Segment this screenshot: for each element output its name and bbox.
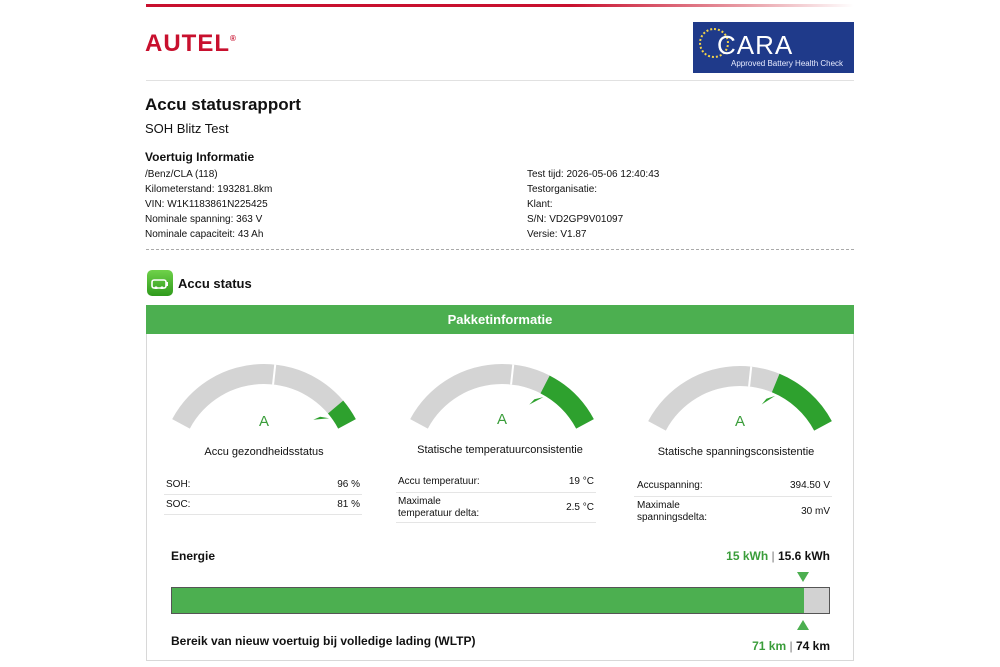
soc-value: 81 % xyxy=(337,499,360,510)
version: Versie: V1.87 xyxy=(527,229,587,240)
report-subtitle: SOH Blitz Test xyxy=(145,121,229,136)
vehicle-info-left xyxy=(145,167,272,242)
health-gauge xyxy=(160,350,370,430)
health-grade: A xyxy=(258,413,270,430)
row-divider xyxy=(396,492,596,493)
battery-status-title: Accu status xyxy=(178,276,252,291)
energy-total: 15.6 kWh xyxy=(777,549,830,563)
vehicle-info-right xyxy=(527,167,659,242)
range-value xyxy=(700,639,830,653)
voltage-delta-value: 30 mV xyxy=(801,506,830,517)
voltage-grade: A xyxy=(734,413,746,430)
serial-number: S/N: VD2GP9V01097 xyxy=(527,214,624,225)
battery-temperature-row xyxy=(398,476,594,490)
gauge-pointer-icon xyxy=(762,396,775,405)
gauge-pointer-icon xyxy=(313,417,329,420)
brand-text: AUTEL xyxy=(145,30,230,57)
soh-row xyxy=(166,479,360,493)
report-title: Accu statusrapport xyxy=(145,95,301,114)
temperature-delta-label: Maximale temperatuur delta: xyxy=(398,496,480,519)
nominal-voltage: Nominale spanning: 363 V xyxy=(145,214,263,225)
battery-voltage-value: 394.50 V xyxy=(789,480,830,491)
temperature-delta-row xyxy=(398,496,594,522)
range-current: 71 km xyxy=(752,639,787,653)
battery-status-icon xyxy=(147,270,173,296)
test-time: Test tijd: 2026-05-06 12:40:43 xyxy=(527,169,660,180)
voltage-delta-row xyxy=(637,500,830,526)
row-divider xyxy=(164,514,362,515)
energy-marker-icon xyxy=(797,572,809,582)
battery-temperature-label: Accu temperatuur: xyxy=(398,476,480,487)
battery-temperature-value: 19 °C xyxy=(568,476,594,487)
row-divider xyxy=(164,494,362,495)
temperature-grade: A xyxy=(496,411,508,428)
energy-separator: | xyxy=(771,549,775,563)
soc-row xyxy=(166,499,360,513)
voltage-gauge-name: Statische spanningsconsistentie xyxy=(657,446,815,458)
vehicle-model: /Benz/CLA (118) xyxy=(145,169,218,180)
temperature-delta-value: 2.5 °C xyxy=(566,502,594,513)
vehicle-info-heading: Voertuig Informatie xyxy=(145,150,255,164)
vin: VIN: W1K1183861N225425 xyxy=(145,199,268,210)
voltage-gauge xyxy=(636,352,846,432)
header-divider xyxy=(146,80,854,81)
customer: Klant: xyxy=(527,199,553,210)
energy-current: 15 kWh xyxy=(726,549,769,563)
energy-label: Energie xyxy=(171,549,216,563)
soc-label: SOC: xyxy=(166,499,191,510)
test-organisation: Testorganisatie: xyxy=(527,184,598,195)
brand-registered-mark: ® xyxy=(230,34,237,43)
health-gauge-name: Accu gezondheidsstatus xyxy=(204,446,324,458)
battery-voltage-label: Accuspanning: xyxy=(637,480,703,491)
gauge-pointer-icon xyxy=(529,397,543,404)
energy-bar-fill xyxy=(172,588,804,613)
row-divider xyxy=(634,496,832,497)
section-divider xyxy=(146,249,854,250)
range-label: Bereik van nieuw voertuig bij volledige lading (WLTP) xyxy=(171,634,476,648)
nominal-capacity: Nominale capaciteit: 43 Ah xyxy=(145,229,264,240)
soh-label: SOH: xyxy=(166,479,191,490)
gauge-arc-fill xyxy=(772,374,832,431)
temperature-gauge xyxy=(398,350,608,430)
voltage-delta-label: Maximale spanningsdelta: xyxy=(637,500,708,523)
soh-value: 96 % xyxy=(337,479,360,490)
header-accent-line xyxy=(146,4,854,7)
cara-name: CARA xyxy=(717,30,794,60)
range-total: 74 km xyxy=(795,639,830,653)
cara-tagline: Approved Battery Health Check xyxy=(731,59,844,68)
autel-logo xyxy=(145,30,237,58)
mileage: Kilometerstand: 193281.8km xyxy=(145,184,273,195)
energy-value xyxy=(700,549,830,563)
energy-bar xyxy=(171,587,830,614)
range-marker-icon xyxy=(797,620,809,630)
gauge-arc-fill xyxy=(541,376,594,429)
cara-logo xyxy=(693,22,854,73)
temperature-gauge-name: Statische temperatuurconsistentie xyxy=(417,444,583,456)
row-divider xyxy=(396,522,596,523)
range-separator: | xyxy=(789,639,793,653)
battery-voltage-row xyxy=(637,480,830,494)
package-info-header: Pakketinformatie xyxy=(146,305,854,334)
